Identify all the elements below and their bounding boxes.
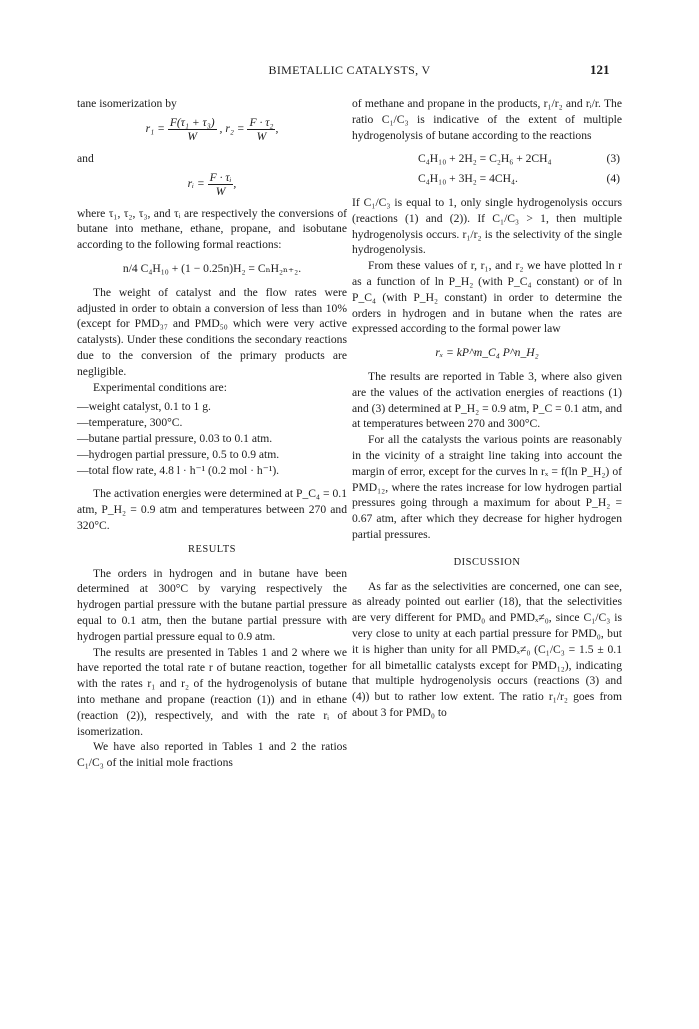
equation-text: C₄H₁₀ + 2H₂ = C₂H₆ + 2CH₄	[418, 152, 552, 166]
paragraph: As far as the selectivities are concerned, one can see, as already pointed out earlier (18), that the selectivities are very different for PMD₀ and PMDₓ≠₀, since C₁/C₃ is very close to unity at each partial pressure for PMD₀, but it is higher than unity for all PMDₓ≠₀ (C₁/C₃ = 1.5 ± 0.1 for all bimetallic catalysts except for PMD₁₂), indicating that multiple hydrogenolysis occurs (reactions (3) and (4)) but to rather low extent. The ratio r₁/r₂ goes from about 3 for PMD₀ to	[352, 579, 622, 719]
paragraph: of methane and propane in the products, r₁/r₂ and rᵢ/r. The ratio C₁/C₃ is indicative of the extent of multiple hydrogenolysis of butane according to the reactions	[352, 97, 622, 142]
paragraph: tane isomerization by	[77, 97, 177, 110]
equation-formal: n/4 C₄H₁₀ + (1 − 0.25n)H₂ = CₙH₂ₙ₊₂.	[122, 261, 302, 275]
section-heading-discussion: DISCUSSION	[453, 556, 521, 568]
paragraph: The results are reported in Table 3, where also given are the values of the activation energies of reactions (1) and (3) determined at P_H₂ = 0.9 atm, P_C = 0.1 atm, and at temperatures between 270 and 300°C.	[352, 369, 622, 431]
paragraph: The results are presented in Tables 1 and 2 where we have reported the total rate r of butane reaction, together with the rates r₁ and r₂ of the hydrogenolysis of butane into methane and propane (reaction (1)) and in ethane (reaction (2)), respectively, and with the rate rᵢ of isomerization.	[77, 645, 347, 738]
list-item: —hydrogen partial pressure, 0.5 to 0.9 atm.	[77, 447, 280, 461]
conditions-list	[77, 399, 347, 478]
equation-ri	[77, 171, 347, 198]
equation-number: (3)	[606, 152, 620, 166]
eq-tail: ,	[233, 176, 237, 190]
denominator: W	[215, 184, 226, 198]
paragraph: We have also reported in Tables 1 and 2 the ratios C₁/C₃ of the initial mole fractions	[77, 740, 347, 770]
eq-tail: ,	[275, 121, 279, 135]
eq-label: rᵢ =	[187, 176, 205, 190]
list-item: —temperature, 300°C.	[77, 416, 183, 430]
equation-r1-r2	[77, 116, 347, 143]
denominator: W	[187, 129, 198, 143]
paragraph: For all the catalysts the various points are reasonably in the vicinity of a straight line taking into account the margin of error, except for the curves ln rₓ = f(ln P_H₂) of PMD₁₂, where the rates increase for low hydrogen partial pressures going through a maximum for about P_H₂ = 0.67 atm, after which they decrease for higher hydrogen partial pressures.	[352, 433, 622, 541]
paragraph: The orders in hydrogen and in butane have been determined at 300°C by varying respectively the hydrogen partial pressure with the butane partial pressure equal to 0.1 atm, then the butane partial pressure with hydrogen partial pressure equal to 0.9 atm.	[77, 566, 347, 643]
left-column	[77, 96, 347, 771]
section-heading-results: RESULTS	[187, 543, 237, 555]
list-item: —butane partial pressure, 0.03 to 0.1 atm.	[77, 431, 273, 445]
paragraph: where τ₁, τ₂, τ₃, and τᵢ are respectively the conversions of butane into methane, ethane, propane, and isobutane according to the following formal reactions:	[77, 206, 347, 252]
equation-number: (4)	[606, 172, 620, 186]
paragraph: The weight of catalyst and the flow rates were adjusted in order to obtain a conversion of less than 10% (except for PMD₃₇ and PMD₅₀ which were very active catalysts). Under these conditions the secondary reactions due to the conversion of the primary products are negligible.	[77, 285, 347, 378]
fraction	[168, 116, 217, 143]
equation-4	[352, 171, 622, 187]
eq-label: , r₂ =	[219, 121, 245, 135]
running-header-title: BIMETALLIC CATALYSTS, V	[268, 63, 431, 77]
equation-3	[352, 151, 622, 167]
eq-label: r₁ =	[145, 121, 165, 135]
paragraph: The activation energies were determined at P_C₄ = 0.1 atm, P_H₂ = 0.9 atm and temperatures between 270 and 320°C.	[77, 487, 347, 532]
equation-text: C₄H₁₀ + 3H₂ = 4CH₄.	[418, 172, 518, 186]
fraction	[208, 170, 237, 198]
paragraph: From these values of r, r₁, and r₂ we have plotted ln r as a function of ln P_H₂ (with P_C₄ constant) or of ln P_C₄ (with P_H₂ constant) in order to determine the orders in hydrogen and in butane when the rates are expressed according to the formal power law	[352, 259, 622, 336]
right-column	[352, 96, 622, 721]
paragraph: Experimental conditions are:	[93, 380, 227, 394]
list-item: —weight catalyst, 0.1 to 1 g.	[77, 400, 211, 414]
equation-power-law: rₓ = kP^m_C₄ P^n_H₂	[435, 346, 539, 360]
list-item: —total flow rate, 4.8 l · h⁻¹ (0.2 mol · h⁻¹).	[77, 463, 280, 477]
numerator: F · τᵢ	[209, 170, 232, 184]
numerator: F · τ₂	[249, 115, 274, 129]
fraction	[247, 116, 275, 143]
paragraph: and	[77, 151, 94, 165]
paragraph: If C₁/C₃ is equal to 1, only single hydrogenolysis occurs (reactions (1) and (2)). If C₁/C₃ > 1, then multiple hydrogenolysis occurs. r₁/r₂ is the selectivity of the single hydrogenolysis.	[352, 195, 622, 257]
numerator: F(τ₁ + τ₃)	[169, 115, 215, 129]
page-number: 121	[590, 62, 610, 77]
denominator: W	[256, 129, 267, 143]
